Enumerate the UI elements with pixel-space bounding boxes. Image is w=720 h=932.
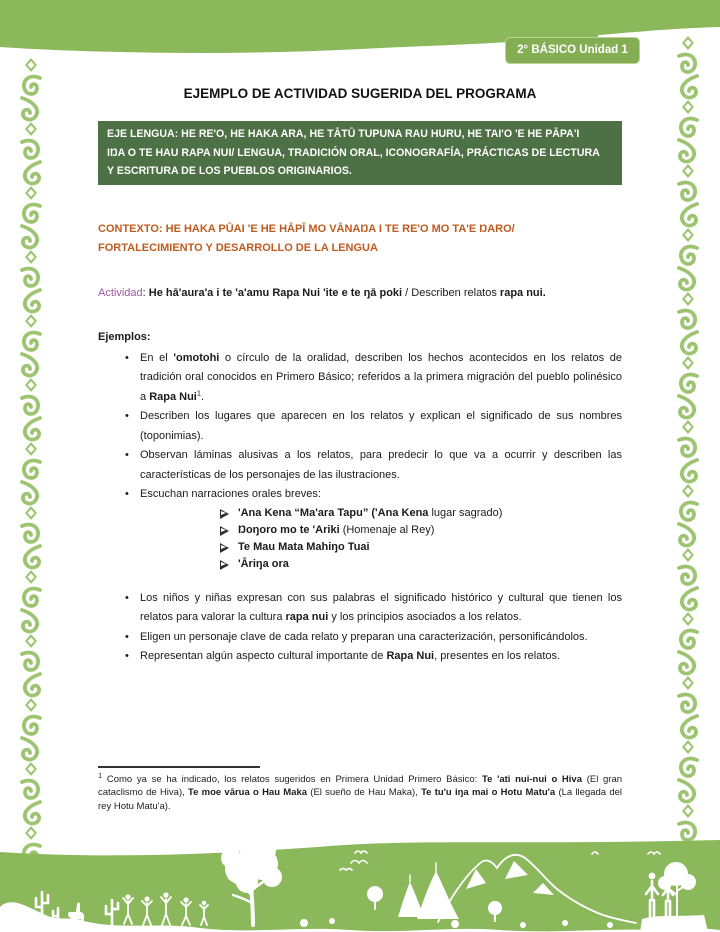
text-segment: He hā'aura'a i te 'a'amu Rapa Nui 'ite e te ŋā poki (148, 286, 403, 299)
footnote-divider (98, 766, 260, 768)
contexto-heading (98, 220, 622, 258)
list-item (98, 349, 622, 408)
contexto-line: CONTEXTO: HE HAKA PŪAI 'E HE HĀPĪ MO VĀNAŊA I TE RE'O MO TA'E ŊARO/ (98, 222, 515, 235)
text-segment: Actividad (98, 286, 143, 299)
sub-list-item-text (238, 541, 370, 553)
left-ornament-border (17, 56, 45, 888)
text-segment: Te 'ati nui-nui o Hiva (482, 773, 583, 785)
text-segment: Como ya se ha indicado, los relatos sugeridos en Primera Unidad Primero Básico: (102, 773, 482, 785)
sub-list-item (98, 539, 622, 556)
bullet-dot: • (125, 650, 129, 662)
list-item-text (140, 449, 622, 481)
list-item-text (140, 631, 588, 643)
eje-line: EJE LENGUA: HE RE'O, HE HAKA ARA, HE TĀTŪ TUPUNA RAU HURU, HE TAI'O 'E HE PĀPA'I (107, 128, 580, 140)
right-ornament-border (674, 34, 702, 866)
list-item (98, 485, 622, 505)
sub-list-item-text (238, 558, 289, 570)
text-segment: Rapa Nui (386, 650, 435, 662)
page-title: EJEMPLO DE ACTIVIDAD SUGERIDA DEL PROGRAMA (183, 86, 537, 101)
list-item (98, 589, 622, 628)
list-item-text (140, 650, 560, 662)
text-segment: 1 (98, 770, 103, 780)
list-item-text (140, 410, 622, 442)
text-segment: En el (140, 351, 174, 364)
contexto-line: FORTALECIMIENTO Y DESARROLLO DE LA LENGUA (98, 241, 378, 254)
text-segment: / Describen relatos (402, 286, 500, 299)
list-item (98, 407, 622, 446)
bullet-dot: • (125, 488, 129, 500)
arrowhead-right-icon (220, 509, 229, 519)
text-segment: y los principios asociados a los relatos. (328, 611, 522, 623)
text-segment: , presentes en los relatos. (434, 650, 561, 662)
sub-list-item-text (238, 507, 502, 519)
text-segment: Describen los lugares que aparecen en los relatos y explican el significado de sus nombres (toponimias). (140, 410, 622, 442)
examples-list (98, 349, 622, 667)
text-segment: Rapa Nui (149, 390, 197, 403)
text-segment: Los niños y niñas expresan con sus palabras el significado histórico y cultural que tienen los relatos para valorar la cultura (140, 591, 622, 623)
page-content (98, 0, 622, 814)
unit-badge: 2° BÁSICO Unidad 1 (505, 37, 640, 64)
sub-list-item (98, 556, 622, 573)
text-segment: (El gran cataclismo de Hiva), (98, 773, 623, 799)
eje-line: Y ESCRITURA DE LOS PUEBLOS ORIGINARIOS. (107, 165, 352, 177)
text-segment: (Homenaje al Rey) (339, 523, 435, 536)
text-segment: Ŋoŋoro mo te 'Ariki (238, 523, 340, 536)
text-segment: o círculo de la oralidad, describen los hechos acontecidos en los relatos de tradición oral conocidos en Primero Básico; referidos a la primera migración del pueblo polinésico a (140, 351, 622, 403)
eje-lengua-box (98, 121, 622, 185)
sub-list-item-text (238, 524, 434, 536)
bullet-dot: • (125, 351, 129, 364)
eje-line: IŊA O TE HAU RAPA NUI/ LENGUA, TRADICIÓN ORAL, ICONOGRAFÍA, PRÁCTICAS DE LECTURA (107, 146, 600, 159)
text-segment: Observan láminas alusivas a los relatos, para predecir lo que va a ocurrir y describen las características de los personajes de las ilustraciones. (140, 449, 622, 481)
bullet-dot: • (125, 591, 129, 604)
sub-list-item (98, 522, 622, 539)
arrowhead-right-icon (220, 560, 229, 570)
bullet-dot: • (125, 449, 129, 461)
arrowhead-right-icon (220, 543, 229, 553)
text-segment: 'Ana Kena “Ma'ara Tapu” ('Ana Kena (238, 506, 429, 519)
text-segment: (La llegada del rey Hotu Matu'a). (98, 787, 623, 813)
text-segment: Te tu'u iŋa mai o Hotu Matu'a (421, 787, 556, 799)
list-item (98, 446, 622, 485)
text-segment: 'Āriŋa ora (238, 557, 289, 570)
list-item (98, 647, 622, 667)
list-item-text (140, 352, 622, 403)
footnote-text (98, 770, 623, 814)
text-segment: Representan algún aspecto cultural importante de (140, 650, 387, 662)
bottom-landscape-art (0, 837, 720, 932)
text-segment: Escuchan narraciones orales breves: (140, 488, 321, 500)
text-segment: 'omotohi (173, 351, 220, 364)
text-segment: Te Mau Mata Mahiŋo Tuai (238, 540, 370, 553)
arrowhead-right-icon (220, 526, 229, 536)
actividad-line (98, 285, 622, 301)
list-item (98, 628, 622, 648)
bullet-dot: • (125, 630, 129, 643)
list-item-text (140, 592, 622, 624)
list-item-text (140, 488, 321, 500)
ejemplos-heading: Ejemplos: (98, 330, 151, 343)
text-segment: (El sueño de Hau Maka), (307, 787, 422, 799)
sub-list-item (98, 505, 622, 522)
text-segment: Te moe vārua o Hau Maka (188, 787, 308, 799)
text-segment: Eligen un personaje clave de cada relato y preparan una caracterización, personificándolos. (140, 630, 588, 643)
text-segment: lugar sagrado) (428, 506, 503, 519)
text-segment: . (201, 390, 205, 403)
text-segment: : (142, 286, 149, 299)
text-segment: rapa nui (285, 611, 329, 623)
text-segment: rapa nui. (499, 286, 546, 299)
bullet-dot: • (125, 410, 129, 422)
text-segment: 1 (196, 387, 202, 397)
